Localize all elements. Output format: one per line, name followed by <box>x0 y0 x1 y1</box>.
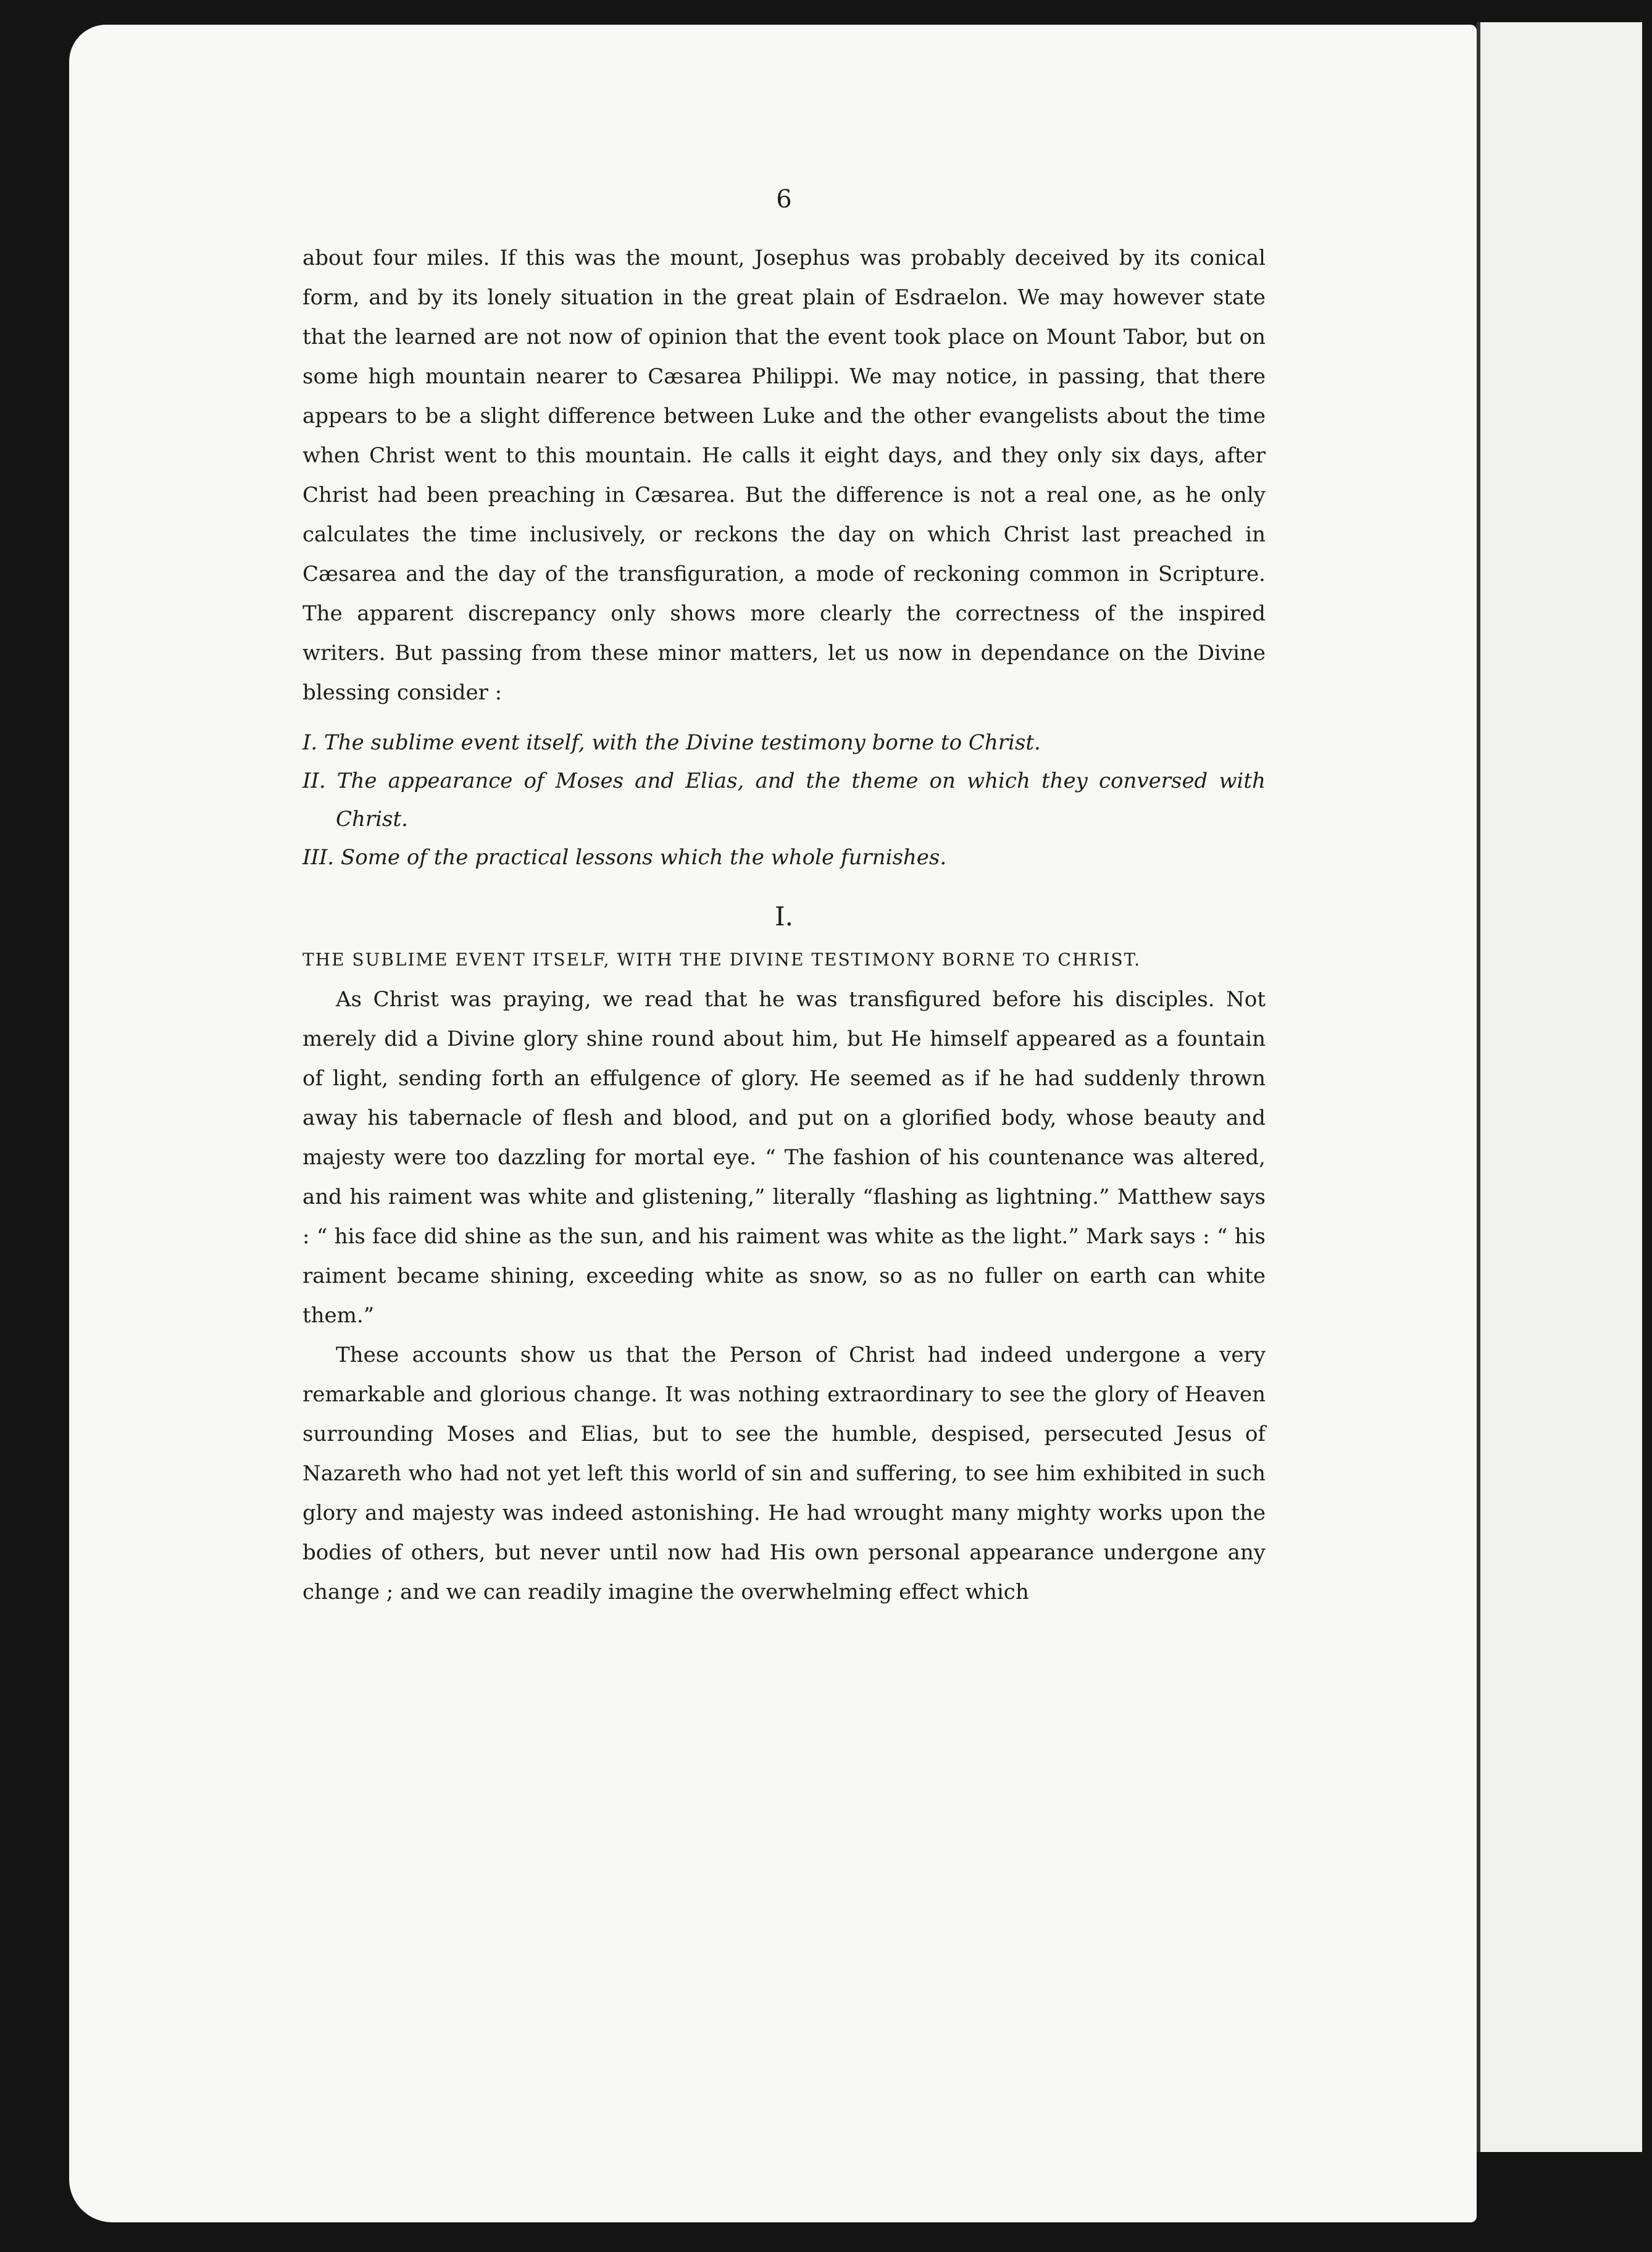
body-paragraph: These accounts show us that the Person of Christ had indeed undergone a very remarkable and glorious change. It was nothing extraordinary to see the glory of Heaven surrounding Moses and Elias, but to see the humble, despised, persecuted Jesus of Nazareth who had not yet left this world of sin and suffering, to see him exhibited in such glory and majesty was indeed astonishing. He had wrought many mighty works upon the bodies of others, but never until now had His own personal appearance undergone any change ; and we can readily imagine the overwhelming effect which <box>302 1343 1266 1604</box>
sermon-divisions <box>302 724 1266 877</box>
page-text <box>302 185 1266 1612</box>
division-item: I. The sublime event itself, with the Divine testimony borne to Christ. <box>302 730 1041 755</box>
division-item: II. The appearance of Moses and Elias, and the theme on which they conversed with Christ. <box>302 769 1266 832</box>
body-paragraph: As Christ was praying, we read that he was transfigured before his disciples. Not merely did a Divine glory shine round about him, but He himself appeared as a fountain of light, sending forth an effulgence of glory. He seemed as if he had suddenly thrown away his tabernacle of flesh and blood, and put on a glorified body, whose beauty and majesty were too dazzling for mortal eye. “ The fashion of his countenance was altered, and his raiment was white and glistening,” literally “flashing as lightning.” Matthew says : “ his face did shine as the sun, and his raiment was white as the light.” Mark says : “ his raiment became shining, exceeding white as snow, so as no fuller on earth can white them.” <box>302 987 1266 1328</box>
section-heading: THE SUBLIME EVENT ITSELF, WITH THE DIVINE TESTIMONY BORNE TO CHRIST. <box>302 949 1141 970</box>
intro-paragraph: about four miles. If this was the mount, Josephus was probably deceived by its conical form, and by its lonely situation in the great plain of Esdraelon. We may however state that the learned are not now of opinion that the event took place on Mount Tabor, but on some high mountain nearer to Cæsarea Philippi. We may notice, in passing, that there appears to be a slight difference between Luke and the other evangelists about the time when Christ went to this mountain. He calls it eight days, and they only six days, after Christ had been preaching in Cæsarea. But the difference is not a real one, as he only calculates the time inclusively, or reckons the day on which Christ last preached in Cæsarea and the day of the transfiguration, a mode of reckoning common in Scripture. The apparent discrepancy only shows more clearly the correctness of the inspired writers. But passing from these minor matters, let us now in dependance on the Divine blessing consider : <box>302 246 1266 705</box>
division-item: III. Some of the practical lessons which the whole furnishes. <box>302 845 947 870</box>
page-number: 6 <box>776 185 792 214</box>
section-numeral: I. <box>775 901 793 932</box>
facing-page-edge <box>1477 22 1642 2152</box>
